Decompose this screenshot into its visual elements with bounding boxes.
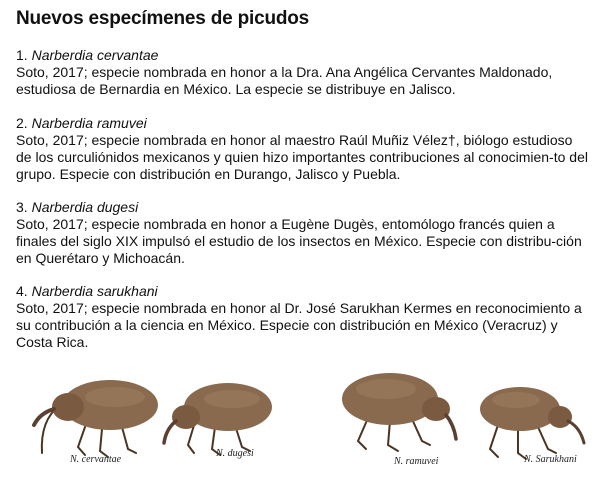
species-entry-4 <box>16 283 590 351</box>
species-number: 4. <box>16 283 28 299</box>
species-name: Narberdia dugesi <box>31 199 139 215</box>
species-number: 2. <box>16 115 28 131</box>
species-description: Soto, 2017; especie nombrada en honor al Dr. José Sarukhan Kermes en reconocimiento a su contribución a la ciencia en México. Especie con distribución en México (Veracruz) y Costa Rica. <box>16 300 582 350</box>
caption-dugesi: N. dugesi <box>216 448 254 459</box>
species-entry-2 <box>16 115 590 183</box>
weevil-ramuvei-image <box>328 363 458 458</box>
species-entry-1 <box>16 47 590 98</box>
caption-ramuvei: N. ramuvei <box>394 456 439 467</box>
species-description: Soto, 2017; especie nombrada en honor al maestro Raúl Muñiz Vélez†, biólogo estudioso de los curculiónidos mexicanos y quien hizo importantes contribuciones al conocimien-to del grupo. Especie con distribución en Durango, Jalisco y Puebla. <box>16 132 588 182</box>
weevil-sarukhani-image <box>468 375 588 465</box>
caption-cervantae: N. cervantae <box>70 454 122 465</box>
species-name: Narberdia cervantae <box>31 47 159 63</box>
species-entry-3 <box>16 199 590 267</box>
weevil-cervantae-image <box>30 365 170 465</box>
species-name: Narberdia ramuvei <box>31 115 147 131</box>
species-number: 3. <box>16 199 28 215</box>
species-description: Soto, 2017; especie nombrada en honor a la Dra. Ana Angélica Cervantes Maldonado, estudiosa de Bernardia en México. La especie se distribuye en Jalisco. <box>16 64 553 97</box>
weevil-illustrations <box>0 355 600 485</box>
species-number: 1. <box>16 47 28 63</box>
caption-sarukhani: N. Sarukhani <box>524 454 577 465</box>
page-title: Nuevos especímenes de picudos <box>16 8 310 29</box>
species-description: Soto, 2017; especie nombrada en honor a Eugène Dugès, entomólogo francés quien a finales del siglo XIX impulsó el estudio de los insectos en México. Especie con distribu-ción en Querétaro y Michoacán. <box>16 216 582 266</box>
species-name: Narberdia sarukhani <box>31 283 158 299</box>
